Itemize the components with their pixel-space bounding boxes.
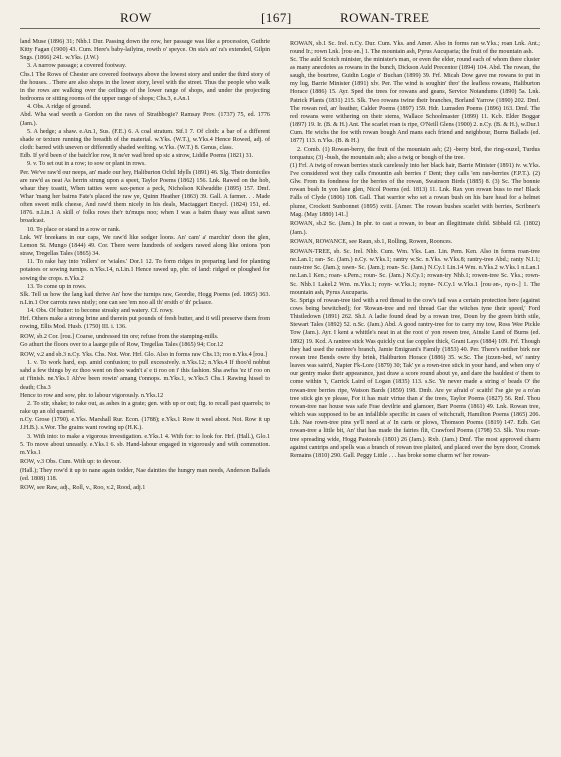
right-column — [290, 38, 540, 750]
entry-citation: Per. We've raw'd our neeps, an' made our hey, Haliburton Ochil Idylls (1891) 46. Slg. Their domiciles are raw'd as neat As herrin strung upon a speet, Taylor Poems (1862) 156. Lnk. Rawed on the hob, whaur they toastit, When tatties were sax-pence a peck, Nicholson Kilwuddie (1895) 157. Dmf. Whar 'mang her bairns Fate's placed the raw ye, Quinn Heather (1863) 39. Gall. A farmer. . . Made often sweet milk cheese, And raw'd them nicely in his deals, Mactaggart Encycl. (1824) 151, ed. 1876. n.Lin.1 A skill o' folks rows the'r tu'mups noo; when I was a bairn thaay was allust sawn broadcast. — [20, 169, 270, 225]
running-header — [0, 10, 561, 28]
page-number: [167] — [261, 10, 292, 25]
entry-citation: (1) Frf. A twig of rowan berries stuck carelessly into her black hair, Barrie Minister (1891) iv. w.Yks. I've considered wot they calls t'mountin ash berries i' Dent; they calls 'em ran-berries (F.P.T.). (2) Glw. From its fondness for the berries of the rowan, Swainson Birds (1885) 8. (3) Sc. The bonnie rowan bush In yon lane glen, Nicol Poems (ed. 1813) 11. Lnk. Rax yon rowan buss to me! Black Falls of Clyde (1806) 108. Gall. That warrior who set a rowan bush on his bare head for a helmet plume, Crockett Sunbonnet (1895) xviii. [Amer. The rowan bushes scarlet with berries, Scribner's Mag. (May 1880) 141.] — [290, 162, 540, 218]
entry-citation: Hrf. Others make a strong brine and therein put pounds of fresh butter, and it will preserve them from rowing, Ellis Mod. Husb. (1750) III. i. 136. — [20, 316, 270, 331]
header-left-headword: ROW — [120, 10, 152, 25]
entry-sense: 14. Obs. Of butter: to become streaky and watery. Cf. rowy. — [27, 308, 174, 315]
entry-citation: Abd. Wha wad weeth a Gordon on the raws of Strathbogie? Ramsay Prov. (1737) 75, ed. 1776 (Jam.). — [20, 112, 270, 127]
entry-sense: 13. To come up in rows. — [27, 283, 87, 290]
entry-citation: n.Cy. Grose (1790). e.Yks. Marshall Rur. Econ. (1788); e.Yks.1 Row it weel aboot. Not. Row it up J.H.B.). s.Wor. The grains want rowing up (H.K.). — [20, 417, 270, 432]
left-column — [20, 38, 270, 750]
entry-citation: Hence to row and sow, phr. to labour vigorously. n.Yks.12 — [20, 392, 164, 399]
entry-citation: Sc. The auld Scotch minister, the minister's man, or even the elder, round each of whom there cluster as many anecdotes as rowans in the bunch, Dickson Auld Precentor (1894) 104. Abd. The rowan, the saugh, the bourtree, Guidin Logie o' Buchan (1899) 39. Frf. Micah Dow gave me rowans to put in my lug, Barrie Minister (1891) xlv. Per. The wind is soughin' thro' the leafless rowans, Haliburton Horace (1886) 15. Ayr. Sped the trees for rowans and geans, Service Notandums (1890) 5a. Lnk. Patrick Plants (1831) 215. Slk. Two rowans twine their branches, Borland Yarrow (1890) 202. Dmf. The rowan red, an' heather, Calder Poems (1897) 159. Hdr. Lumsden Poems (1896) 163. Dmf. The red rowans were withering on their stems, Wallace Schoolmaster (1899) 11. Kcb. Elder Boggar (1897) 19. Ir. (B. & H.) Ant. The scarlet roan is ripe, O'Neill Glens (1900) 2. n.Cy. (B. & H.), w.Dur.1 Cum. He wichs the foe with rowan bough And mans each friend and neighbour, Burns Ballads (ed. 1877) 113. n.Yks. (B. & H.) — [290, 56, 540, 145]
entry-citation: Slk. Tell us how the lang kail thrive An' how the turnips raw, Geordie, Hogg Poems (ed. 1865) 363. n.Lin.1 Oor carrots raws nistly; one can see 'em noo all th' ersith o' th' pclaace. — [20, 291, 270, 306]
entry-sense: 5. A hedge; a shaw. e.An.1, Sus. (F.E.) 6. A coal stratum. Stf.1 7. Of cloth: a bar of a different shade or texture running the breadth of the material. w.Yks. (W.T.), w.Yks.4 Hence Rowed, adj. of cloth: barred with uneven or differently shaded wefting. w.Yks. (W.T.) 8. Genus, class. — [20, 128, 270, 152]
entry-sense: 3. A narrow passage; a covered footway. — [27, 63, 127, 70]
dictionary-entry: ROWAN, ROWANCE, see Raun, sb.1, Rolling, Rowen, Roonces. — [290, 239, 453, 246]
dictionary-entry: ROWAN, sb.1 Sc. Irel. n.Cy. Dur. Cum. Yks. and Amer. Also in forms ran w.Yks.; roan Lnk. Ant.; round Ir.; rown Lnk. [rou·ən.] 1. The mountain ash, Pyrus Aucuparia; the fruit of the mountain ash. — [290, 40, 540, 55]
dictionary-entry: ROW, see Raw, adj., Roll, v., Roo, v.2, Rood, adj.1 — [20, 485, 146, 492]
dictionary-entry: ROW, sb.2 Cor. [rou.] Coarse, undressed tin ore; refuse from the stamping-mills. — [20, 334, 219, 341]
entry-citation: land Muse (1896) 31; Nhb.1 Dur. Passing down the row, her passage was like a procession, Guthrie Kitty Fagan (1900) 43. Cum. Here's baby-lailyins, rowth o' speyce. On sta's an' ra's extended, Gilpin Sngs. (1866) 241. w.Yks. (J.W.) — [20, 39, 270, 62]
entry-sense: 10. To place or stand in a row or rank. — [27, 226, 121, 233]
entry-citation: Lnk. Wi' breekans in our caps, We raw'd like sodger loons. An' cam' a' marchin' doon the glen, Lemon St. Mungo (1844) 49. Cor. There were hundreds of sodgers rawed along like onions 'pon straw, Tregellas Tales (1865) 34. — [20, 234, 270, 258]
entry-sense: 3. With into: to make a vigorous investigation. e.Yks.1 4. With for: to look for. Hrf. (Hall.), Glo.1 5. To move about uneasily. e.Yks.1 6. sb. Hand-labour engaged in vigorously and with commotion. m.Yks.1 — [20, 433, 270, 456]
entry-citation: Sc. Sprigs of rowan-tree tied with a red thread to the cow's tail was a certain protection here (against cows being bewitched); for 'Rowan-tree and red thread Gar the witches tyne their speed,' Ford Thistledown (1891) 262. Sh.I. A ladie found dead by a rowan tree, Doun by the green birth stile, Stewart Tales (1892) 52. n.Sc. (Jam.) Abd. A good rantry-tree for to carry my tow, Ross Wee Pickle Tow (Jam.). Ayr. I kent a whittle's neat in at the root o' yon rowen tree, Ainslie Land of Burns (ed. 1892) 19. Kcd. A rantree stick Was quickly cut fae copplee thick, Grant Lays (1884) 109. Frf. Though they had used the rantree's branch, Jamie Emigrant's Family (1853) 40. Per. There's neither birk nor rowan tree Bends owre thy brink, Haliburton Horace (1886) 35. w.Sc. The jizzen-bed, wi' rantry leaves was sain'd, Napier Fk-Lore (1879) 30; Tak' ye a rown-tree stick in your hand, and when ony o' our gentry make their appearance, just draw a score round about ye, and dare the bauldest o' them to come within 't, Carrick Laird of Logan (1835) 113. s.Sc. Ye never made a string o' beads O' the rowan-tree berries ripe, Watson Bards (1859) 198. Dmb. Are ye afraid o' scaith! I'se gie ye a ro'an tree stick gin ye please, For it has mair virtue than a' the trees, Taylor Poems (1827) 56. Rnf. Thou rowan-tree nae house was safe Frae devilrie and glamoer, Barr Poems (1861) 49. Lnk. Rowan tree, which was supposed to be an infallible specific in cases of witchcraft, Hamilton Poems (1865) 206. Lth. Nae rown-tree pins ye'll need at a' In carts or plows, Thomson Poems (1819) 147. Edb. Get rowan-tree a little bit, An' that has made the fairies flit, Crawford Poems (1798) 53. Slk. You roan-tree spreading wide, Hogg Pastorals (1801) 26 (Jam.). Rxb. (Jam.) Dmf. The most approved charm against cantrips and spells was a branch of rowan tree plaited, and placed over the byre door, Cromek Remains (1810) 290. Gall. Peggy Little . . . has broke some charm wi' her rowan- — [290, 297, 540, 459]
entry-citation: (Hall.); They row'd it up to nane again todder, Nae dainties the hungry man needs, Anderson Ballads (ed. 1808) 118. — [20, 467, 270, 482]
entry-sense: 9. v. To set out in a row; to sow or plant in rows. — [27, 161, 146, 168]
entry-citation: Chs.1 The Rows of Chester are covered footways above the lowest story and under the third story of the houses. . There are also shops in the lower story, level with the street. Thus the people who walk in the rows are walking over the ceilings of the lower range of shops, and under the projecting bedrooms or sitting rooms of the upper range of shops; Chs.3, e.An.1 — [20, 71, 270, 103]
entry-citation: Go athurt the floors over to a laarge pile of Row, Tregellas Tales (1865) 94; Cor.12 — [20, 342, 224, 349]
entry-sense: 11. To rake hay into 'rollers' or 'wiales.' Dor.1 12. To form ridges in preparing land for planting potatoes or sowing turnips. n.Yks.14, n.Lin.1 Hence rawed up, phr. of land: ridged or ploughed for sowing the crops. n.Yks.2 — [20, 259, 270, 282]
dictionary-entry: ROW, v.3 Obs. Cum. With up: to devour. — [20, 459, 122, 466]
entry-sense: 4. Obs. A ridge of ground. — [27, 104, 92, 111]
header-right-headword: ROWAN-TREE — [340, 10, 430, 25]
dictionary-entry: ROWAN-TREE, sb. Sc. Irel. Nhb. Cum. Wm. Yks. Lan. Lin. Pem. Ken. Also in forms roan-tree ne.Lan.1; ran- Sc. (Jam.) n.Cy. w.Yks.1; rantry w.Sc. n.Yks. w.Yks.8; rantry-tree Abd.; ranty N.I.1; raun-tree Sc. (Jam.); rawn- Sc. (Jam.); roan- Sc. (Jam.) N.Cy.1 Lin.14 Wm. n.Yks.2 w.Yks.1 n.Lan.1 ne.Lan.1 Ken.; roan- s.Pem.; roun- Sc. (Jam.) N.Cy.1; rowan-try Nhb.1; rowen-tree Sc. Yks.; rown- Sc. Nhb.1 Lakel.2 Wm. m.Yks.1; royn- w.Yks.1; royne- N.Cy.1 w.Yks.1 [rou·ən-, rǫ·n-.] 1. The mountain ash, Pyrus Aucuparia. — [290, 248, 540, 296]
entry-sense: 2. Comb. (1) Rowan-berry, the fruit of the mountain ash; (2) -berry bird, the ring-ouzel, Turdus torquatus; (3) -bush, the mountain ash; also a twig or bough of the tree. — [290, 146, 540, 161]
header-rule — [20, 28, 540, 29]
entry-citation: Edb. If ye'd been o' the batch'lor row, It ne'er wad bred up sic a strow, Liddle Poems (1821) 31. — [20, 153, 254, 160]
dictionary-entry: ROW, v.2 and sb.3 n.Cy. Yks. Chs. Not. Wor. Hrf. Glo. Also in forms raw Chs.13; roo n.Yks.4 [rou.] — [20, 351, 268, 358]
entry-sense: 2. To stir, shake; to rake out, as ashes in a grate; gen. with up or out; fig. to recall past quarrels; to rake up an old quarrel. — [20, 400, 270, 416]
entry-sense: 1. v. To work hard, esp. amid confusion; to pull excessively. n.Yks.12; n.Yks.4 If thoo'd nobbut sahd a few things by ez thoo went on thoo wadn't a' e ti roo on i' this fashion. Sha awfus 'ez ti' roo on at i'finish. ne.Yks.1 Ah've been rowin' amang t'onnops. m.Yks.1, w.Yks.5 Chs.1 Rawing hissel to death; Chs.3 — [20, 360, 270, 391]
dictionary-entry: ROWAN, sb.2 Sc. (Jam.) In phr. to cast a rowan, to bear an illegitimate child. Sibbald Gl. (1802) (Jam.). — [290, 221, 540, 236]
